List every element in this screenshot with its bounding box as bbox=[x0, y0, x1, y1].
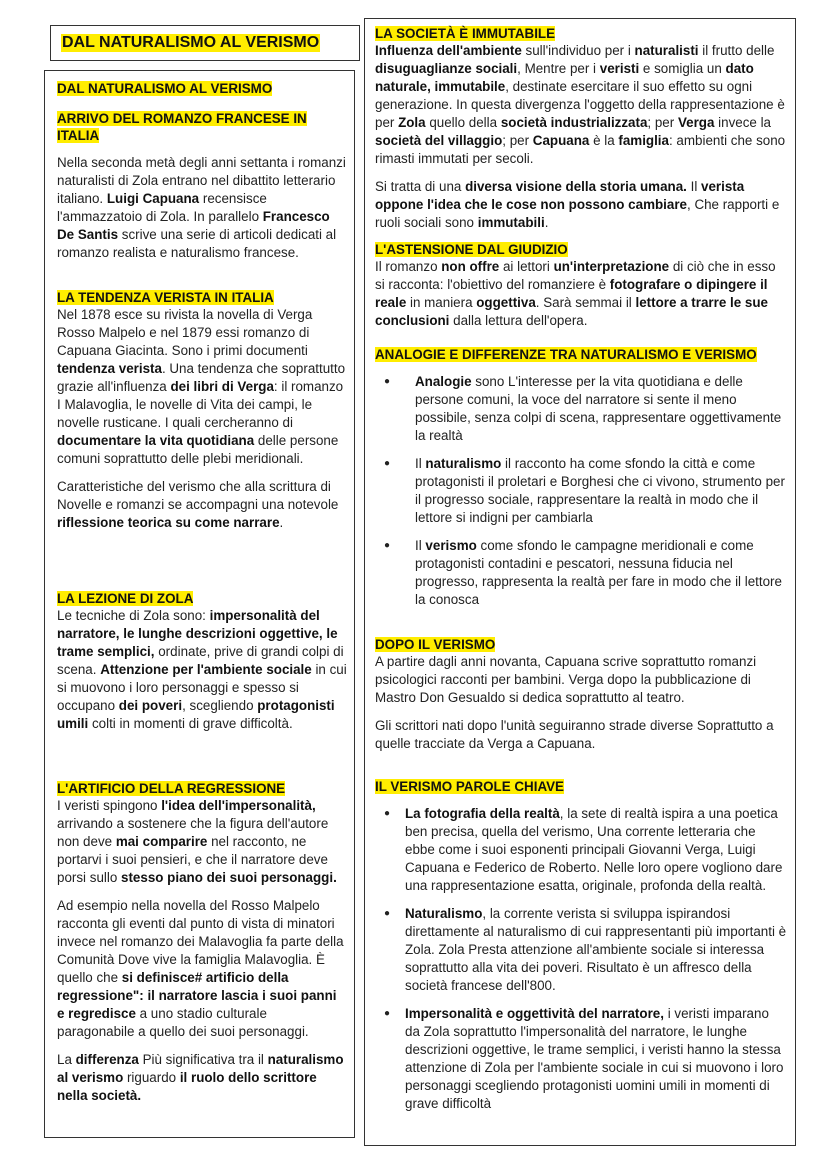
section-societa bbox=[375, 25, 787, 232]
parole-list bbox=[375, 805, 787, 1113]
artificio-paragraph-2: Ad esempio nella novella del Rosso Malpelo racconta gli eventi dal punto di vista di minatori invece nel romanzo dei Malavoglia fa parte della Comunità Dove vive la famiglia Malavoglia. È quello che si definisce# artificio della regressione": il narratore lascia i suoi panni e regredisce a uno stadio culturale paragonabile a quello dei suoi personaggi. bbox=[57, 898, 344, 1039]
arrivo-heading: ARRIVO DEL ROMANZO FRANCESE IN ITALIA bbox=[57, 111, 307, 143]
list-item: ● Naturalismo, la corrente verista si sviluppa ispirandosi direttamente al naturalismo di cui rappresentanti più importanti è Zola. Zola Presta attenzione all'ambiente sociale si interessa soprattutto alla vita dei poveri. Risultato è un affresco della società francese dell'800. bbox=[375, 905, 787, 995]
list-item: ● Impersonalità e oggettività del narratore, i veristi imparano da Zola soprattutto l'impersonalità del narratore, le lunghe descrizioni oggettive, le trame semplici, i veristi hanno la stessa attenzione di Zola per l'ambiente sociale in cui si muovono i loro personaggi scegliendo protagonisti uomini umili in momenti di grave difficoltà bbox=[375, 1005, 787, 1113]
section-lezione bbox=[57, 590, 347, 733]
main-title: DAL NATURALISMO AL VERISMO bbox=[62, 34, 320, 51]
dopo-heading: DOPO IL VERISMO bbox=[375, 637, 496, 652]
analogie-list bbox=[375, 373, 787, 609]
list-item: ● La fotografia della realtà, la sete di realtà ispira a una poetica ben precisa, quella del verismo, Una corrente letteraria che ebbe come i suoi esponenti principali Giovanni Verga, Luigi Capuana e Federico de Roberto. Nelle loro opere vogliono dare una rappresentazione esatta, originale, profonda della realtà. bbox=[375, 805, 787, 895]
section-dopo bbox=[375, 636, 787, 753]
list-item: ● Analogie sono L'interesse per la vita quotidiana e delle persone comuni, la voce del narratore si sente il meno possibile, senza colpi di scena, rappresentare oggettivamente la realtà bbox=[375, 373, 787, 445]
societa-heading: LA SOCIETÀ È IMMUTABILE bbox=[375, 26, 556, 41]
left-heading-top bbox=[57, 80, 347, 97]
list-item: ● Il naturalismo il racconto ha come sfondo la città e come protagonisti il proletari e Borghesi che ci vivono, strumento per il progresso sociale, rappresentare la realtà in modo che il lettore si indigni per cambiarla bbox=[375, 455, 787, 527]
section-arrivo bbox=[57, 110, 347, 262]
societa-paragraph-2: Si tratta di una diversa visione della storia umana. Il verista oppone l'idea che le cose non possono cambiare, Che rapporti e ruoli sociali sono immutabili. bbox=[375, 179, 780, 230]
section-astensione bbox=[375, 241, 787, 330]
dopo-paragraph-2: Gli scrittori nati dopo l'unità seguiranno strade diverse Soprattutto a quelle tracciate da Verga a Capuana. bbox=[375, 718, 774, 751]
societa-paragraph-1: Influenza dell'ambiente sull'individuo per i naturalisti il frutto delle disuguaglianze sociali, Mentre per i veristi e somiglia un dato naturale, immutabile, destinate esercitare il suo effetto su ogni generazione. In questa divergenza l'oggetto della rappresentazione è per Zola quello della società industrializzata; per Verga invece la società del villaggio; per Capuana è la famiglia: ambienti che sono rimasti immutati per secoli. bbox=[375, 43, 786, 166]
astensione-heading: L'ASTENSIONE DAL GIUDIZIO bbox=[375, 242, 568, 257]
section-analogie bbox=[375, 346, 787, 609]
list-item: ● Il verismo come sfondo le campagne meridionali e come protagonisti contadini e pescatori, nessuna fiducia nel progresso, rappresenta la realtà per fare in modo che il lettore la conosca bbox=[375, 537, 787, 609]
analogie-heading: ANALOGIE E DIFFERENZE TRA NATURALISMO E VERISMO bbox=[375, 347, 757, 362]
left-top-heading: DAL NATURALISMO AL VERISMO bbox=[57, 81, 273, 96]
lezione-heading: LA LEZIONE DI ZOLA bbox=[57, 591, 194, 606]
section-parole-chiave bbox=[375, 778, 787, 1113]
astensione-paragraph: Il romanzo non offre ai lettori un'interpretazione di ciò che in esso si racconta: l'obiettivo del romanziere è fotografare o dipingere il reale in maniera oggettiva. Sarà semmai il lettore a trarre le sue conclusioni dalla lettura dell'opera. bbox=[375, 259, 776, 328]
lezione-paragraph: Le tecniche di Zola sono: impersonalità del narratore, le lunghe descrizioni oggettive, le trame semplici, ordinate, prive di grandi colpi di scena. Attenzione per l'ambiente sociale in cui si muovono i loro personaggi e spesso si occupano dei poveri, scegliendo protagonisti umili colti in momenti di grave difficoltà. bbox=[57, 608, 347, 731]
arrivo-paragraph: Nella seconda metà degli anni settanta i romanzi naturalisti di Zola entrano nel dibattito letterario italiano. Luigi Capuana recensisce l'ammazzatoio di Zola. In parallelo Francesco De Santis scrive una serie di articoli dedicati al romanzo realista e naturalismo francese. bbox=[57, 155, 346, 260]
section-artificio bbox=[57, 780, 347, 1105]
dopo-paragraph-1: A partire dagli anni novanta, Capuana scrive soprattutto romanzi psicologici racconti per bambini. Verga dopo la pubblicazione di Mastro Don Gesualdo si dedica soprattutto al teatro. bbox=[375, 654, 757, 705]
tendenza-paragraph-1: Nel 1878 esce su rivista la novella di Verga Rosso Malpelo e nel 1879 essi romanzo di Capuana Giacinta. Sono i primi documenti tendenza verista. Una tendenza che soprattutto grazie all'influenza dei libri di Verga: il romanzo I Malavoglia, le novelle di Vita dei campi, le novelle rusticane. I quali cercheranno di documentare la vita quotidiana delle persone comuni soprattutto delle plebi meridionali. bbox=[57, 307, 346, 466]
main-title-box bbox=[50, 25, 360, 61]
artificio-paragraph-1: I veristi spingono l'idea dell'impersonalità, arrivando a sostenere che la figura dell'autore non deve mai comparire nel racconto, ne portarvi i suoi pensieri, e che il narratore deve porsi sullo stesso piano dei suoi personaggi. bbox=[57, 798, 337, 885]
artificio-heading: L'ARTIFICIO DELLA REGRESSIONE bbox=[57, 781, 286, 796]
parole-heading: IL VERISMO PAROLE CHIAVE bbox=[375, 779, 564, 794]
section-tendenza bbox=[57, 289, 347, 532]
tendenza-heading: LA TENDENZA VERISTA IN ITALIA bbox=[57, 290, 274, 305]
artificio-paragraph-3: La differenza Più significativa tra il naturalismo al verismo riguardo il ruolo dello scrittore nella società. bbox=[57, 1052, 344, 1103]
tendenza-paragraph-2: Caratteristiche del verismo che alla scrittura di Novelle e romanzi se accompagni una notevole riflessione teorica su come narrare. bbox=[57, 479, 339, 530]
